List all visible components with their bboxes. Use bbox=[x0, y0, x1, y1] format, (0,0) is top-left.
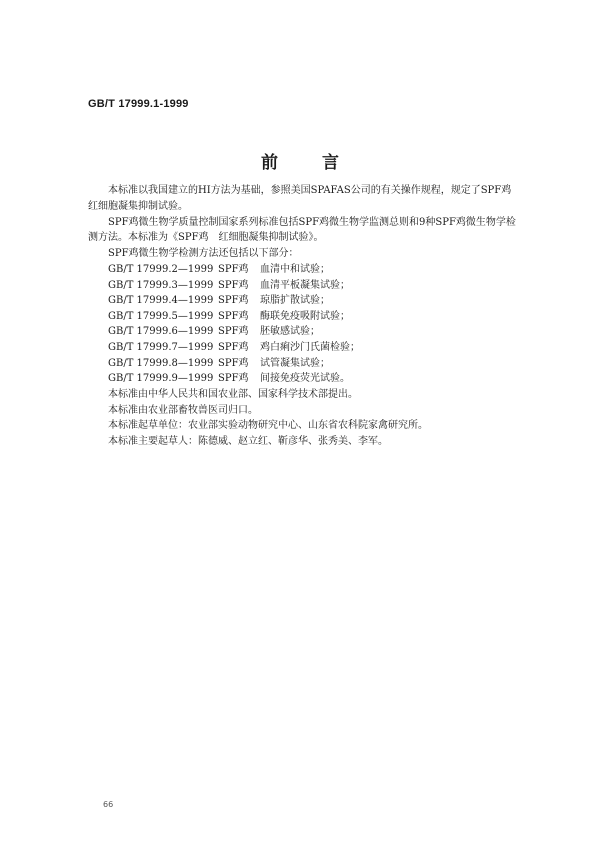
standard-name: 鸡白痢沙门氏菌检验； bbox=[260, 341, 360, 353]
standard-name: 血清平板凝集试验； bbox=[260, 279, 350, 291]
standard-name: 琼脂扩散试验； bbox=[260, 295, 330, 307]
list-item bbox=[88, 324, 518, 340]
standard-subject: SPF鸡 bbox=[218, 326, 249, 338]
standard-subject: SPF鸡 bbox=[218, 295, 249, 307]
list-item bbox=[88, 340, 518, 356]
list-item bbox=[88, 262, 518, 278]
drafting-unit-paragraph: 本标准起草单位：农业部实验动物研究中心、山东省农科院家禽研究所。 bbox=[108, 420, 428, 432]
standard-code: GB/T 17999.6—1999 bbox=[108, 326, 214, 338]
parts-intro: SPF鸡微生物学检测方法还包括以下部分： bbox=[108, 248, 299, 260]
standard-name: 试管凝集试验； bbox=[260, 357, 330, 369]
standard-code: GB/T 17999.3—1999 bbox=[108, 279, 214, 291]
intro-paragraph: 本标准以我国建立的HI方法为基础，参照美国SPAFAS公司的有关操作规程，规定了SPF鸡红细胞凝集抑制试验。 bbox=[88, 185, 512, 212]
list-item bbox=[88, 356, 518, 372]
standard-code-header: GB/T 17999.1-1999 bbox=[88, 98, 189, 110]
standard-name: 酶联免疫吸附试验； bbox=[260, 310, 350, 322]
standard-code: GB/T 17999.5—1999 bbox=[108, 310, 214, 322]
standard-code: GB/T 17999.2—1999 bbox=[108, 263, 214, 275]
standard-subject: SPF鸡 bbox=[218, 373, 249, 385]
standard-subject: SPF鸡 bbox=[218, 341, 249, 353]
standard-name: 间接免疫荧光试验。 bbox=[260, 373, 350, 385]
series-paragraph: SPF鸡微生物学质量控制国家系列标准包括SPF鸡微生物学监测总则和9种SPF鸡微生物学检测方法。本标准为《SPF鸡 红细胞凝集抑制试验》。 bbox=[88, 216, 516, 244]
standard-subject: SPF鸡 bbox=[218, 310, 249, 322]
standard-subject: SPF鸡 bbox=[218, 263, 249, 275]
standard-name: 血清中和试验； bbox=[260, 263, 330, 275]
document-body bbox=[88, 183, 518, 450]
standard-code: GB/T 17999.8—1999 bbox=[108, 357, 214, 369]
proposed-by-paragraph: 本标准由中华人民共和国农业部、国家科学技术部提出。 bbox=[108, 388, 358, 400]
standard-code: GB/T 17999.9—1999 bbox=[108, 373, 214, 385]
drafters-paragraph: 本标准主要起草人：陈德威、赵立红、靳彦华、张秀美、李军。 bbox=[108, 436, 388, 448]
standard-subject: SPF鸡 bbox=[218, 357, 249, 369]
list-item bbox=[88, 278, 518, 294]
page-title: 前言 bbox=[261, 153, 383, 173]
list-item bbox=[88, 371, 518, 387]
standards-list bbox=[88, 262, 518, 387]
standard-subject: SPF鸡 bbox=[218, 279, 249, 291]
standard-code: GB/T 17999.7—1999 bbox=[108, 341, 214, 353]
page-number: 66 bbox=[103, 800, 114, 809]
standard-name: 胚敏感试验； bbox=[260, 326, 320, 338]
list-item bbox=[88, 293, 518, 309]
standard-code: GB/T 17999.4—1999 bbox=[108, 295, 214, 307]
list-item bbox=[88, 309, 518, 325]
managed-by-paragraph: 本标准由农业部畜牧兽医司归口。 bbox=[108, 404, 258, 416]
